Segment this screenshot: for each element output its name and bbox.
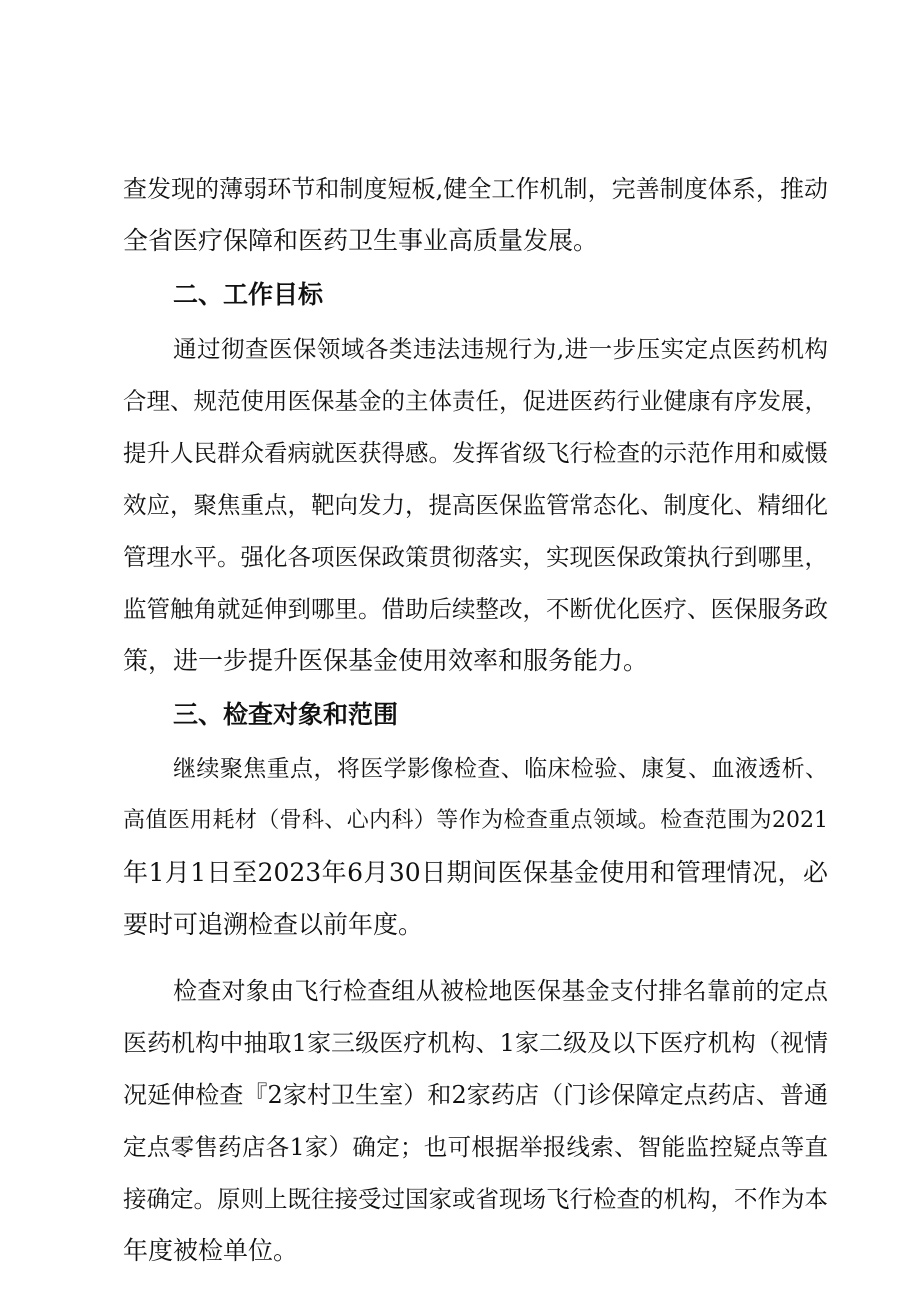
scope-para1-line-3: 年1月1日至2023年6月30日期间医保基金使用和管理情况，必 <box>123 858 828 887</box>
document-page <box>123 163 828 1277</box>
goals-line-3: 提升人民群众看病就医获得感。发挥省级飞行检查的示范作用和威慑 <box>123 439 828 467</box>
goals-line-6: 监管触角就延伸到哪里。借助后续整改，不断优化医疗、医保服务政 <box>123 595 828 623</box>
scope-para2-line-4: 定点零售药店各1家）确定；也可根据举报线索、智能监控疑点等直 <box>123 1133 828 1161</box>
intro-line-1: 查发现的薄弱环节和制度短板,健全工作机制，完善制度体系，推动 <box>123 175 828 203</box>
scope-para1-line-2: 高值医用耗材（骨科、心内科）等作为检查重点领域。检查范围为2021 <box>123 808 828 833</box>
scope-para2-line-2: 医药机构中抽取1家三级医疗机构、1家二级及以下医疗机构（视情 <box>123 1029 828 1057</box>
scope-para2-line-5: 接确定。原则上既往接受过国家或省现场飞行检查的机构，不作为本 <box>123 1185 828 1213</box>
goals-line-2: 合理、规范使用医保基金的主体责任，促进医药行业健康有序发展， <box>123 387 828 415</box>
scope-para1-line-4: 要时可追溯检查以前年度。 <box>123 910 424 939</box>
scope-para2-line-1: 检查对象由飞行检查组从被检地医保基金支付排名靠前的定点 <box>173 977 828 1005</box>
paragraph-gap <box>123 951 828 965</box>
goals-line-4: 效应，聚焦重点，靶向发力，提高医保监管常态化、制度化、精细化 <box>123 491 828 519</box>
goals-line-7: 策，进一步提升医保基金使用效率和服务能力。 <box>123 646 649 675</box>
scope-para2-line-3: 况延伸检查『2家村卫生室）和2家药店（门诊保障定点药店、普通 <box>123 1081 828 1109</box>
goals-line-5: 管理水平。强化各项医保政策贯彻落实，实现医保政策执行到哪里， <box>123 543 828 571</box>
section-heading-scope: 三、检查对象和范围 <box>173 700 399 729</box>
scope-para1-line-1: 继续聚焦重点，将医学影像检查、临床检验、康复、血液透析、 <box>173 756 828 782</box>
scope-para2-line-6: 年度被检单位。 <box>123 1236 299 1265</box>
section-heading-goals: 二、工作目标 <box>173 280 324 309</box>
goals-line-1: 通过彻查医保领域各类违法违规行为,进一步压实定点医药机构 <box>173 335 828 363</box>
intro-line-2: 全省医疗保障和医药卫生事业高质量发展。 <box>123 226 599 255</box>
